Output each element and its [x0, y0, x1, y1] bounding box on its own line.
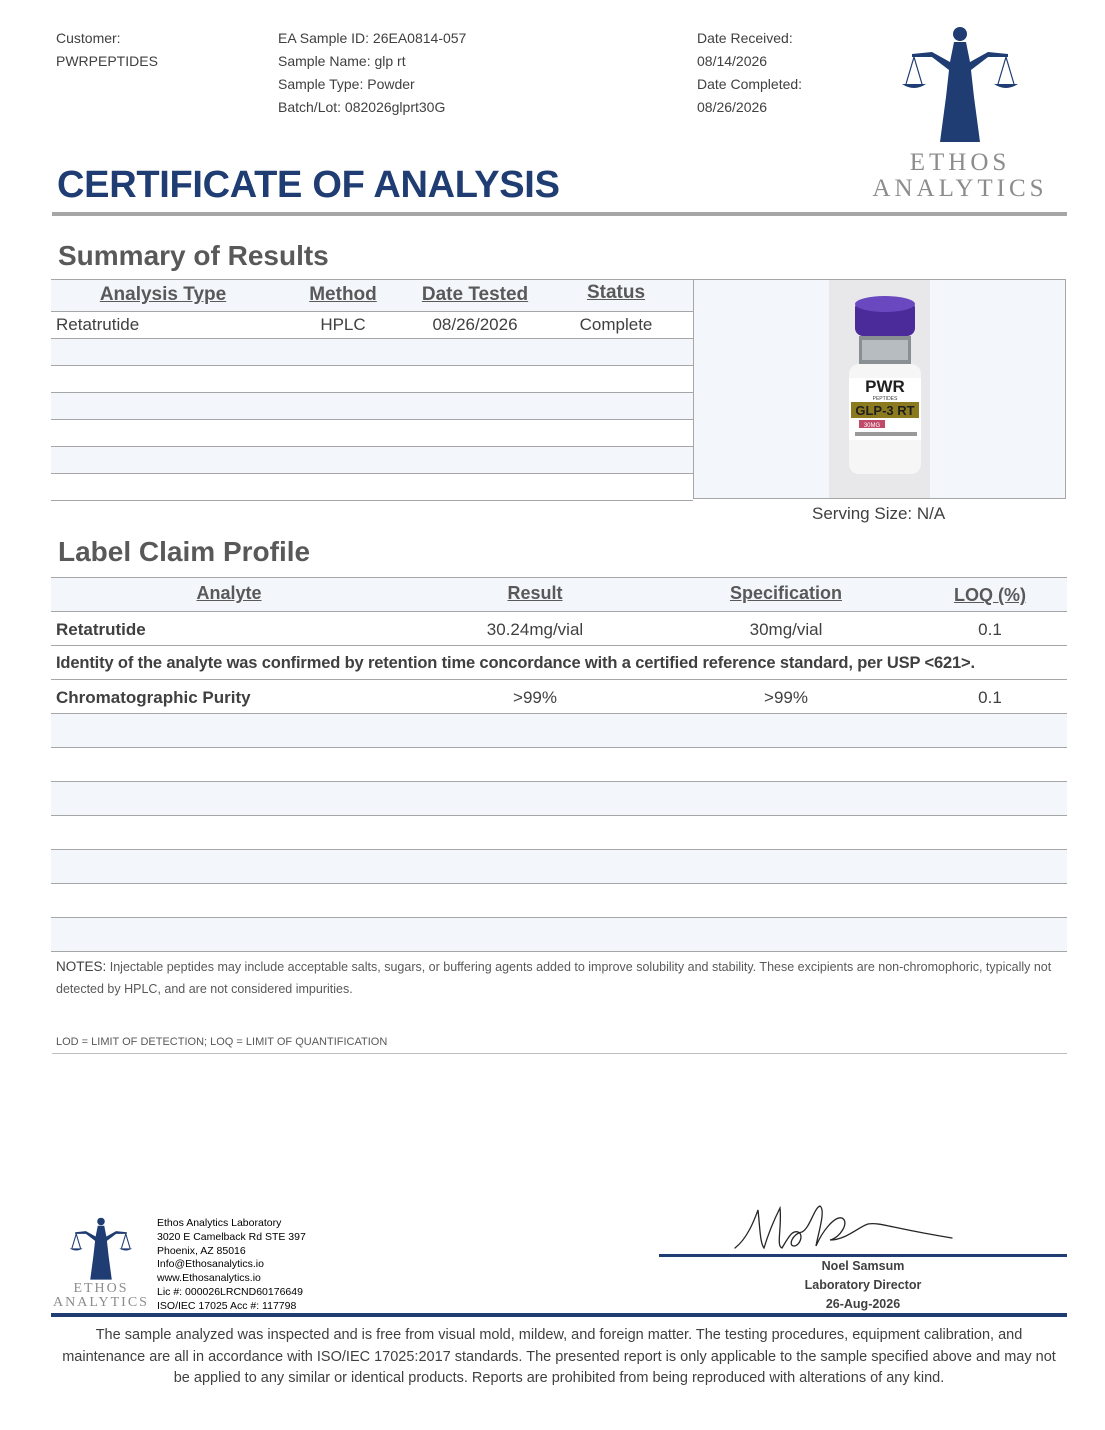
- label-claim-heading: Label Claim Profile: [58, 536, 311, 567]
- sample-name: Sample Name: glp rt: [278, 53, 406, 69]
- identity-note: Identity of the analyte was confirmed by retention time concordance with a certified reference standard, per USP <621>.: [56, 654, 975, 672]
- loq-cell: 0.1: [978, 688, 1002, 707]
- footer-logo-text-analytics: ANALYTICS: [53, 1295, 149, 1310]
- vial-product-text: GLP-3 RT: [855, 403, 915, 418]
- lod-loq-note: LOD = LIMIT OF DETECTION; LOQ = LIMIT OF QUANTIFICATION: [56, 1036, 388, 1048]
- vial-brand-text: PWR: [865, 377, 905, 396]
- signature-icon: [730, 1198, 960, 1256]
- lab-address-line2: Phoenix, AZ 85016: [157, 1244, 246, 1257]
- customer-value: PWRPEPTIDES: [56, 53, 158, 69]
- loq-cell: 0.1: [978, 620, 1002, 639]
- notes-divider: [52, 1053, 1067, 1054]
- ethos-logo: [870, 22, 1050, 207]
- sample-vial-photo: [829, 280, 930, 498]
- analysis-type-cell: Retatrutide: [56, 315, 140, 334]
- footer-logo-text-ethos: ETHOS: [73, 1281, 129, 1296]
- batch-lot: Batch/Lot: 082026glprt30G: [278, 99, 446, 115]
- table-row: [51, 339, 693, 366]
- page-title: CERTIFICATE OF ANALYSIS: [57, 164, 560, 206]
- analyte-cell: Retatrutide: [56, 620, 146, 639]
- col-loq: LOQ (%): [954, 585, 1026, 605]
- summary-table-header: [51, 279, 693, 312]
- lab-email: Info@Ethosanalytics.io: [157, 1258, 264, 1271]
- label-claim-table: [51, 577, 1067, 952]
- lab-website: www.Ethosanalytics.io: [157, 1272, 261, 1285]
- customer-block: [56, 27, 158, 73]
- sample-type: Sample Type: Powder: [278, 76, 415, 92]
- sample-id: EA Sample ID: 26EA0814-057: [278, 30, 467, 46]
- specification-cell: 30mg/vial: [749, 620, 823, 639]
- col-analyte: Analyte: [196, 583, 262, 603]
- dates-block: [697, 27, 802, 119]
- signer-name: Noel Samsum: [821, 1259, 905, 1273]
- scales-of-justice-logo-icon: [50, 1215, 152, 1285]
- lab-address-line1: 3020 E Camelback Rd STE 397: [157, 1230, 306, 1243]
- signature-date: 26-Aug-2026: [825, 1297, 901, 1311]
- specification-cell: >99%: [764, 688, 808, 707]
- table-row: [51, 447, 693, 474]
- col-analysis-type: Analysis Type: [99, 284, 227, 305]
- vial-dose-text: 30MG: [863, 423, 881, 429]
- table-row: [51, 474, 693, 501]
- sample-info-block: [278, 27, 466, 119]
- summary-heading: Summary of Results: [58, 240, 329, 271]
- col-result: Result: [507, 583, 563, 603]
- disclaimer: The sample analyzed was inspected and is free from visual mold, mildew, and foreign matter. The testing procedures, equipment calibration, and maintenance are all in accordance with ISO/IEC 17025:2017 standards. The presented report is only applicable to the sample specified above and may not be applied to any similar or identical products. Reports are prohibited from being reproduced with alterations of any kind.: [62, 1327, 1056, 1386]
- analyte-cell: Chromatographic Purity: [56, 688, 251, 707]
- notes: [56, 956, 1061, 1000]
- date-received-label: Date Received:: [697, 30, 793, 46]
- table-row: [51, 884, 1067, 918]
- table-row: [51, 782, 1067, 816]
- table-row: [51, 714, 1067, 748]
- scales-of-justice-logo-icon: [870, 22, 1050, 152]
- lab-iso-accreditation: ISO/IEC 17025 Acc #: 117798: [157, 1299, 297, 1312]
- vial-sub-text: PEPTIDES: [872, 396, 898, 402]
- notes-label: NOTES:: [56, 959, 107, 974]
- col-specification: Specification: [729, 583, 843, 603]
- identity-note-row: [51, 646, 1067, 680]
- serving-size: Serving Size: N/A: [812, 504, 946, 523]
- table-row: [51, 816, 1067, 850]
- summary-table: [51, 279, 693, 501]
- result-cell: >99%: [513, 688, 557, 707]
- date-completed: 08/26/2026: [697, 99, 768, 115]
- date-tested-cell: 08/26/2026: [432, 315, 518, 334]
- signature-line: [659, 1254, 1067, 1257]
- notes-text: Injectable peptides may include acceptable salts, sugars, or buffering agents added to improve solubility and stability. These excipients are non-chromophoric, typically not detected by HPLC, and are not considered impurities.: [56, 960, 1052, 996]
- table-row: [51, 748, 1067, 782]
- signer-role: Laboratory Director: [804, 1278, 922, 1292]
- status-cell: Complete: [579, 315, 653, 334]
- table-row: [51, 850, 1067, 884]
- lab-license: Lic #: 000026LRCND60176649: [157, 1285, 303, 1298]
- table-row: [51, 918, 1067, 952]
- customer-label: Customer:: [56, 30, 121, 46]
- logo-text-ethos: ETHOS: [909, 149, 1011, 176]
- title-divider: [52, 212, 1067, 216]
- lab-name: Ethos Analytics Laboratory: [157, 1217, 282, 1229]
- date-completed-label: Date Completed:: [697, 76, 803, 92]
- footer-divider: [51, 1313, 1067, 1317]
- table-row: [51, 612, 1067, 646]
- date-received: 08/14/2026: [697, 53, 768, 69]
- col-method: Method: [309, 284, 377, 305]
- footer-logo: [50, 1215, 152, 1315]
- lab-contact-block: [157, 1217, 306, 1314]
- col-date-tested: Date Tested: [421, 284, 529, 305]
- table-row: [51, 312, 693, 339]
- label-claim-table-header: [51, 577, 1067, 612]
- method-cell: HPLC: [320, 315, 366, 334]
- table-row: [51, 680, 1067, 714]
- table-row: [51, 366, 693, 393]
- logo-text-analytics: ANALYTICS: [872, 175, 1048, 202]
- table-row: [51, 393, 693, 420]
- table-row: [51, 420, 693, 447]
- col-status: Status: [586, 282, 646, 303]
- result-cell: 30.24mg/vial: [486, 620, 584, 639]
